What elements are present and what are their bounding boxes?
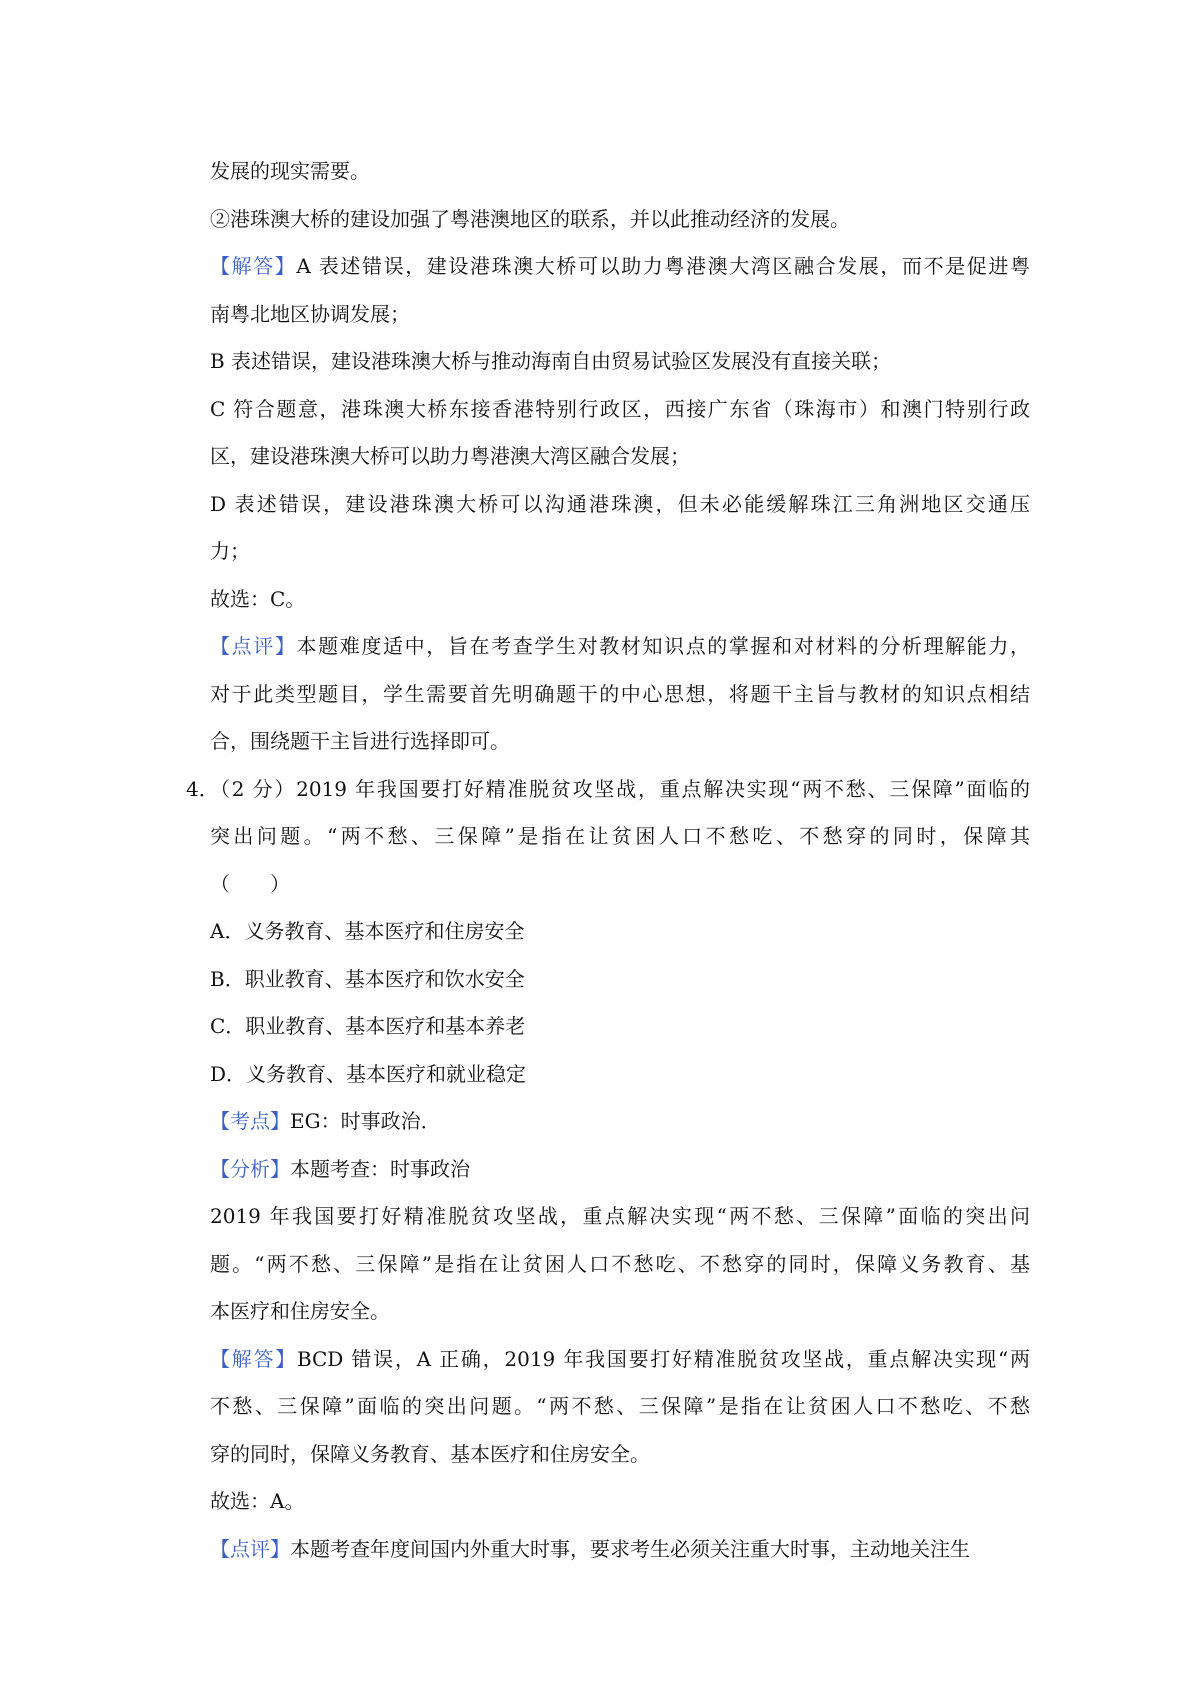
paragraph-block <box>210 1051 1030 1099</box>
line-text: 故选：A。 <box>210 1489 305 1513</box>
line-text: ②港珠澳大桥的建设加强了粤港澳地区的联系，并以此推动经济的发展。 <box>210 206 850 231</box>
text-line <box>210 1003 1030 1051</box>
line-text: 南粤北地区协调发展； <box>210 301 410 326</box>
paragraph-block <box>210 1193 1030 1336</box>
paragraph-block <box>210 243 1030 338</box>
paragraph-block <box>210 148 1030 196</box>
paragraph-block <box>210 623 1030 766</box>
text-line <box>210 291 1030 339</box>
line-text: B 表述错误，建设港珠澳大桥与推动海南自由贸易试验区发展没有直接关联； <box>210 349 892 373</box>
line-text: 发展的现实需要。 <box>210 159 370 183</box>
line-text: 本题考查：时事政治 <box>290 1156 470 1181</box>
text-line <box>210 1146 1030 1194</box>
line-text: BCD 错误，A 正确，2019 年我国要打好精准脱贫攻坚战，重点解决实现“两 <box>296 1346 1030 1371</box>
section-tag: 【解答】 <box>210 1346 297 1371</box>
text-line <box>210 671 1030 719</box>
line-text: 合，围绕题干主旨进行选择即可。 <box>210 729 510 753</box>
text-line <box>210 196 1030 244</box>
line-text: D 表述错误，建设港珠澳大桥可以沟通港珠澳，但未必能缓解珠江三角洲地区交通压 <box>210 491 1030 516</box>
text-line <box>210 1098 1030 1146</box>
paragraph-block <box>210 956 1030 1004</box>
paragraph-block <box>210 1478 1030 1526</box>
document-content <box>186 148 1031 1573</box>
text-line <box>210 243 1030 291</box>
section-tag: 【解答】 <box>210 254 297 278</box>
paragraph-block <box>210 1098 1030 1146</box>
paragraph-block <box>210 196 1030 244</box>
text-line <box>210 1051 1030 1099</box>
paragraph-block <box>210 1526 1030 1574</box>
line-text: A 表述错误，建设港珠澳大桥可以助力粤港澳大湾区融合发展，而不是促进粤 <box>296 254 1030 278</box>
line-text: D．义务教育、基本医疗和就业稳定 <box>210 1061 527 1086</box>
line-text: C．职业教育、基本医疗和基本养老 <box>210 1014 526 1038</box>
paragraph-block <box>210 386 1030 481</box>
section-tag: 【点评】 <box>210 634 297 658</box>
line-text: 穿的同时，保障义务教育、基本医疗和住房安全。 <box>210 1441 650 1466</box>
paragraph-block <box>186 766 1030 909</box>
text-line <box>210 338 1030 386</box>
text-line <box>210 813 1030 861</box>
line-text: 突出问题。“两不愁、三保障”是指在让贫困人口不愁吃、不愁穿的同时，保障其 <box>210 824 1030 848</box>
question-number: 4． <box>186 776 219 801</box>
line-text: 不愁、三保障”面临的突出问题。“两不愁、三保障”是指在让贫困人口不愁吃、不愁 <box>210 1394 1030 1418</box>
text-line <box>210 1526 1030 1574</box>
text-line <box>210 718 1030 766</box>
text-line <box>210 1431 1030 1479</box>
line-text: 本题考查年度间国内外重大时事，要求考生必须关注重大时事，主动地关注生 <box>290 1536 970 1561</box>
text-line <box>210 1383 1030 1431</box>
line-text: 对于此类型题目，学生需要首先明确题干的中心思想，将题干主旨与教材的知识点相结 <box>210 681 1030 706</box>
line-text: A．义务教育、基本医疗和住房安全 <box>210 919 525 943</box>
paragraph-block <box>210 338 1030 386</box>
text-line <box>210 1478 1030 1526</box>
text-line <box>210 861 1030 909</box>
text-line <box>210 1288 1030 1336</box>
paragraph-block <box>210 576 1030 624</box>
text-line <box>210 1336 1030 1384</box>
line-text: 故选：C。 <box>210 586 306 611</box>
text-line <box>210 528 1030 576</box>
paragraph-block <box>210 1146 1030 1194</box>
text-line <box>186 766 1030 814</box>
text-line <box>210 956 1030 1004</box>
line-text: 区，建设港珠澳大桥可以助力粤港澳大湾区融合发展； <box>210 444 690 468</box>
line-text: EG：时事政治． <box>290 1109 441 1133</box>
line-text: C 符合题意，港珠澳大桥东接香港特别行政区，西接广东省（珠海市）和澳门特别行政 <box>210 396 1030 421</box>
line-text: 题。“两不愁、三保障”是指在让贫困人口不愁吃、不愁穿的同时，保障义务教育、基 <box>210 1251 1030 1276</box>
paragraph-block <box>210 908 1030 956</box>
line-text: 本医疗和住房安全。 <box>210 1299 390 1323</box>
line-text: （ ） <box>210 871 290 896</box>
text-line <box>210 576 1030 624</box>
section-tag: 【分析】 <box>210 1156 290 1181</box>
text-line <box>210 481 1030 529</box>
line-text: B．职业教育、基本医疗和饮水安全 <box>210 966 525 991</box>
line-text: 力； <box>210 539 250 563</box>
line-text: 2019 年我国要打好精准脱贫攻坚战，重点解决实现“两不愁、三保障”面临的突出问 <box>210 1204 1030 1228</box>
text-line <box>210 148 1030 196</box>
section-tag: 【点评】 <box>210 1536 290 1561</box>
text-line <box>210 1241 1030 1289</box>
line-text: （2 分）2019 年我国要打好精准脱贫攻坚战，重点解决实现“两不愁、三保障”面临的 <box>210 776 1030 801</box>
paragraph-block <box>210 481 1030 576</box>
paragraph-block <box>210 1003 1030 1051</box>
line-text: 本题难度适中，旨在考查学生对教材知识点的掌握和对材料的分析理解能力， <box>296 634 1031 658</box>
paragraph-block <box>210 1336 1030 1479</box>
text-line <box>210 623 1030 671</box>
text-line <box>210 386 1030 434</box>
text-line <box>210 1193 1030 1241</box>
text-line <box>210 908 1030 956</box>
text-line <box>210 433 1030 481</box>
section-tag: 【考点】 <box>210 1109 290 1133</box>
